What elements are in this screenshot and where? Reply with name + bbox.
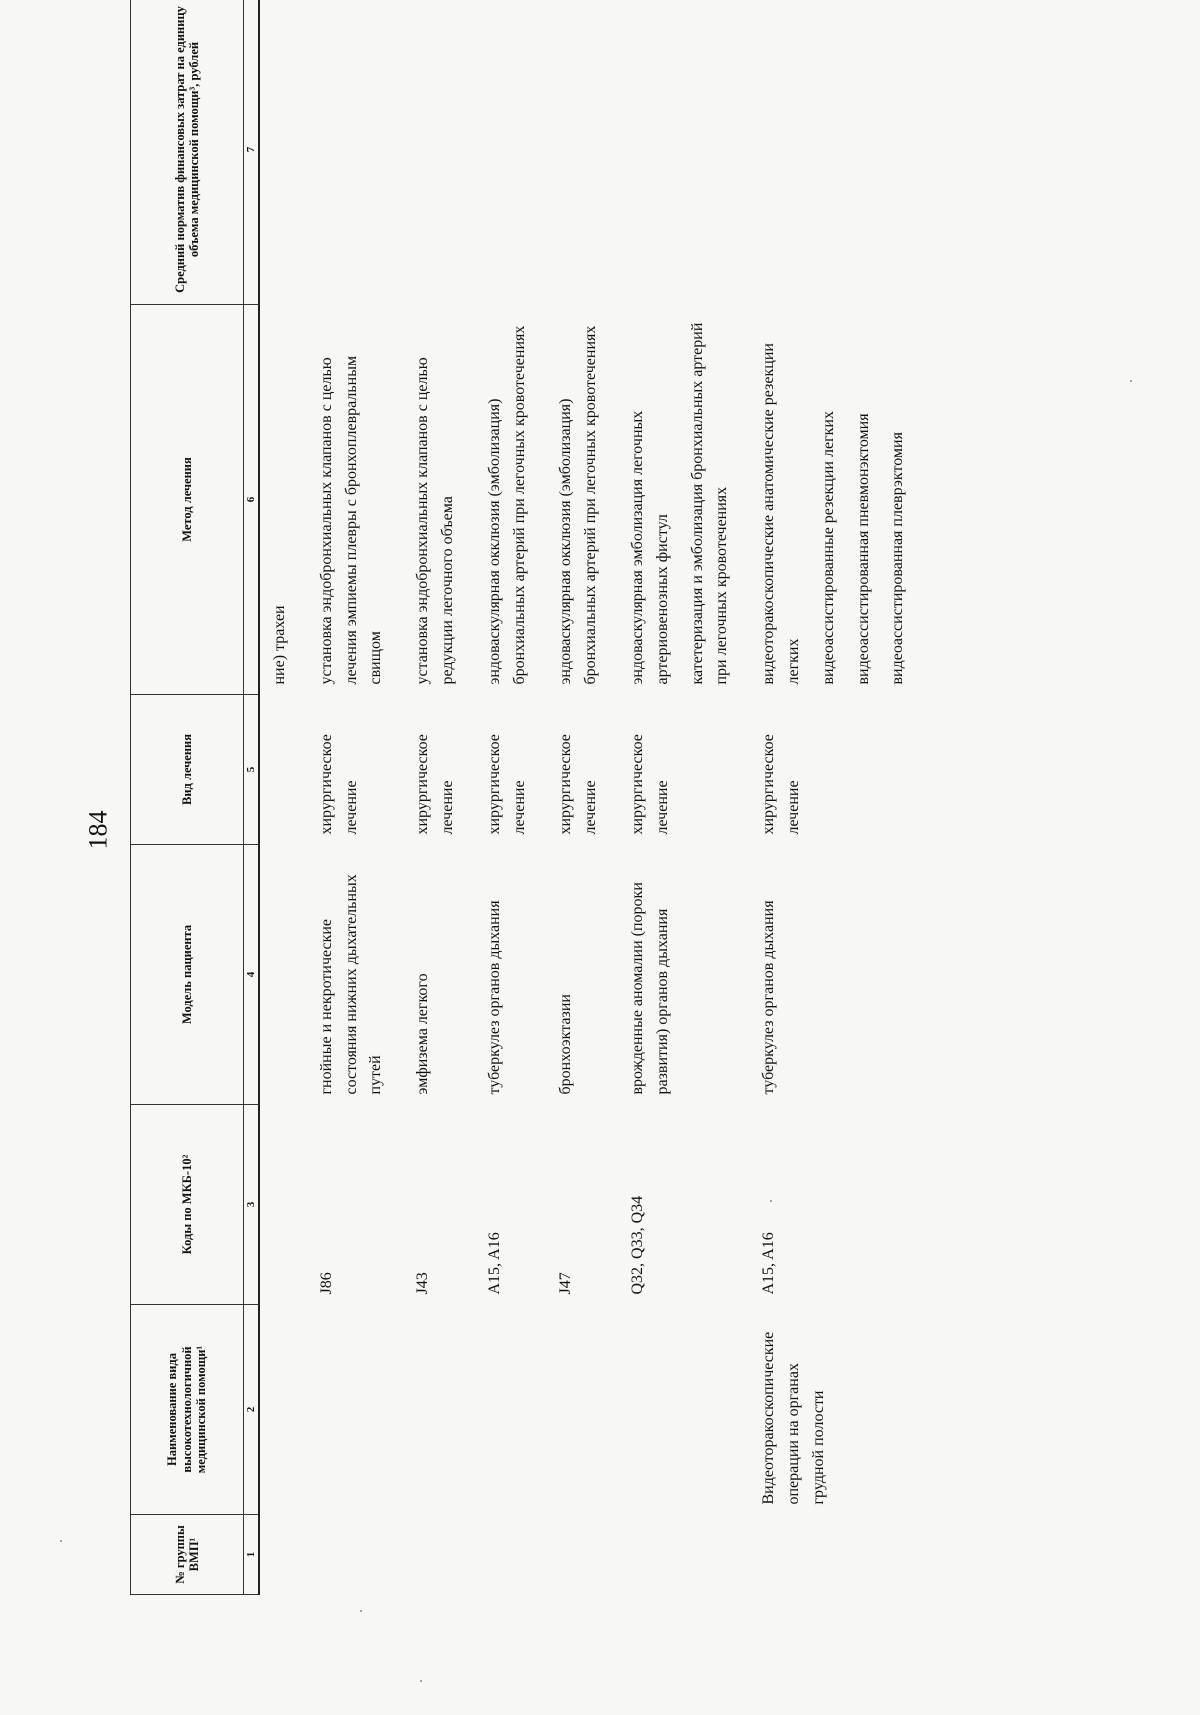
cell-icd-codes: J43 [414,1272,432,1295]
cell-cost-norm [475,0,547,305]
column-number-row [244,0,260,1595]
header-vmp-name: Наименование вида высокотехнологичной медицинской помощи¹ [131,1305,244,1515]
cell-patient-model [259,845,307,1105]
header-row [131,0,244,1595]
cell-vmp-name [307,1305,403,1515]
cell-treatment-type: хирургическое лечение [628,734,671,835]
column-number: 3 [244,1105,260,1305]
cell-treatment-type: хирургическое лечение [557,734,600,835]
scan-speck [420,1680,422,1682]
cell-patient-model: врожденные аномалии (пороки развития) органов дыхания [628,882,671,1095]
method-item: видеоассистированная пневмонэктомия [854,413,872,685]
cell-vmp-name [475,1305,547,1515]
cell-group-number [307,1515,403,1595]
cell-icd-codes: Q32, Q33, Q34 [628,1195,646,1295]
cell-patient-model: туберкулез органов дыхания [760,900,778,1095]
cell-patient-model: бронхоэктазии [557,994,575,1095]
cell-vmp-name [259,1305,307,1515]
cell-patient-model: эмфизема легкого [414,973,432,1095]
cell-icd-codes: J47 [557,1272,575,1295]
vmp-table [130,0,925,1595]
page-number [78,800,118,860]
method-item: эндоваскулярная эмболизация легочных артериовенозных фистул [628,410,671,685]
cell-treatment-method [546,305,618,695]
cell-patient-model: туберкулез органов дыхания [485,900,503,1095]
column-number: 6 [244,305,260,695]
cell-cost-norm [749,0,925,305]
method-item: эндоваскулярная окклюзия (эмболизация) бронхиальных артерий при легочных кровотечениях [557,325,600,685]
scan-speck [60,1540,62,1542]
cell-cost-norm [307,0,403,305]
method-item: видеоторакоскопические анатомические резекции легких [760,343,802,685]
cell-cost-norm [259,0,307,305]
cell-group-number [475,1515,547,1595]
header-treatment-method: Метод лечения [131,305,244,695]
cell-treatment-method [475,305,547,695]
cell-cost-norm [618,0,749,305]
cell-treatment-type: хирургическое лечение [317,734,360,835]
cell-icd-codes: J86 [317,1272,335,1295]
cell-treatment-method [403,305,475,695]
cell-icd-codes [259,1105,307,1305]
cell-icd-codes: A15, A16 [485,1232,503,1295]
method-item: видеоассистированные резекции легких [819,411,837,685]
cell-vmp-name [546,1305,618,1515]
header-group-number: № группы ВМП¹ [131,1515,244,1595]
header-treatment-type: Вид лечения [131,695,244,845]
cell-icd-codes: A15, A16 [760,1232,778,1295]
cell-group-number [403,1515,475,1595]
cell-treatment-type: хирургическое лечение [485,734,528,835]
cell-patient-model: гнойные и некротические состояния нижних дыхательных путей [317,874,385,1095]
column-number: 2 [244,1305,260,1515]
table-row [475,0,547,1595]
scan-speck [770,1200,772,1202]
column-number: 7 [244,0,260,305]
method-item: ние) трахеи [271,605,288,685]
cell-cost-norm [403,0,475,305]
method-item: катетеризация и эмболизация бронхиальных артерий при легочных кровотечениях [688,322,731,685]
cell-cost-norm [546,0,618,305]
method-item: видеоассистированная плеврэктомия [889,432,907,685]
header-cost-norm: Средний норматив финансовых затрат на единицу объема медицинской помощи³, рублей [131,0,244,305]
table-row [403,0,475,1595]
cell-group-number [546,1515,618,1595]
cell-vmp-name [403,1305,475,1515]
page-number-text: 184 [83,810,112,850]
table-row [307,0,403,1595]
cell-group-number [618,1515,749,1595]
table-row [749,0,925,1595]
header-icd-codes: Коды по МКБ-10² [131,1105,244,1305]
scan-speck [1130,380,1132,382]
column-number: 4 [244,845,260,1105]
column-number: 5 [244,695,260,845]
rotated-table-sheet [130,0,1130,1595]
cell-treatment-method [307,305,403,695]
column-number: 1 [244,1515,260,1595]
scan-speck [360,1610,362,1612]
cell-vmp-name [618,1305,749,1515]
table-row [546,0,618,1595]
table-row [618,0,749,1595]
table-body [259,0,925,1595]
cell-treatment-method [618,305,749,695]
cell-treatment-method [259,305,307,695]
cell-group-number [749,1515,925,1595]
cell-vmp-name: Видеоторакоскопические операции на органах грудной полости [760,1331,827,1505]
method-item: эндоваскулярная окклюзия (эмболизация) бронхиальных артерий при легочных кровотечениях [485,325,528,685]
method-item: установка эндобронхиальных клапанов с целью лечения эмпиемы плевры с бронхоплевральным свищом [317,355,385,685]
cell-treatment-type: хирургическое лечение [760,734,802,835]
cell-treatment-method [749,305,925,695]
cell-group-number [259,1515,307,1595]
table-row [259,0,307,1595]
cell-treatment-type [259,695,307,845]
method-item: установка эндобронхиальных клапанов с целью редукции легочного объема [414,357,456,685]
cell-treatment-type: хирургическое лечение [414,734,456,835]
header-patient-model: Модель пациента [131,845,244,1105]
